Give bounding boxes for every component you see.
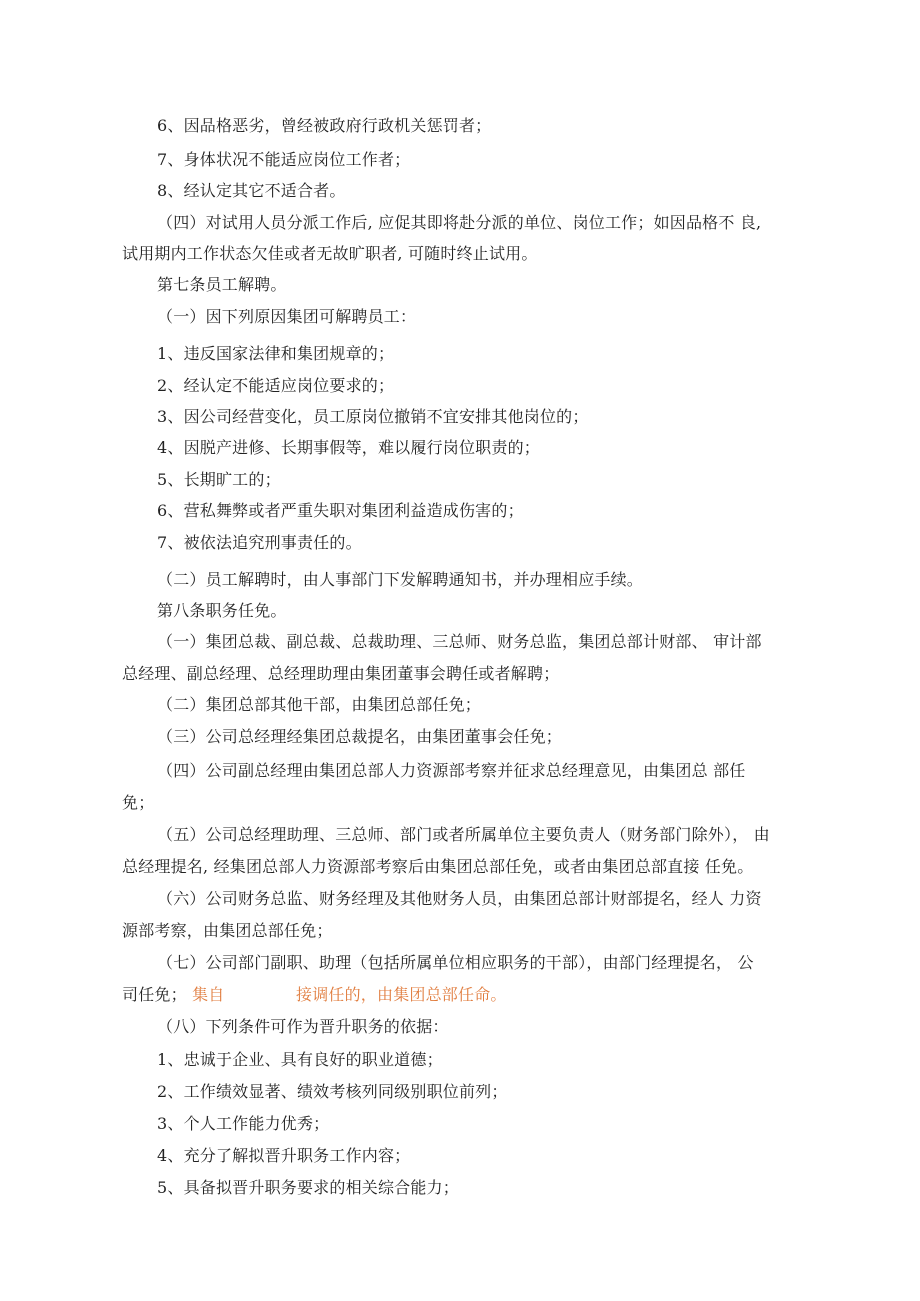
line-item: 8、经认定其它不适合者。 <box>157 181 346 200</box>
paragraph-line: 免； <box>122 793 155 812</box>
paragraph-line <box>122 985 225 1005</box>
line-item: 1、忠诚于企业、具有良好的职业道德； <box>157 1050 443 1069</box>
subsection-heading: （一）因下列原因集团可解聘员工： <box>157 307 417 326</box>
line-item: 1、违反国家法律和集团规章的； <box>157 344 395 363</box>
line-item: 2、工作绩效显著、绩效考核列同级别职位前列； <box>157 1082 508 1101</box>
paragraph-line: 总经理、副总经理、总经理助理由集团董事会聘任或者解聘； <box>122 664 560 683</box>
line-item: 4、充分了解拟晋升职务工作内容； <box>157 1146 411 1165</box>
line-item: 7、身体状况不能适应岗位工作者； <box>157 150 411 169</box>
line-item: 6、营私舞弊或者严重失职对集团利益造成伤害的； <box>157 501 524 520</box>
paragraph-line: （二）员工解聘时，由人事部门下发解聘通知书，并办理相应手续。 <box>157 570 644 589</box>
section-heading: 第七条员工解聘。 <box>157 275 287 294</box>
highlighted-text: 集自 <box>192 985 225 1004</box>
highlighted-text: 接调任的，由集团总部任命。 <box>296 985 507 1004</box>
line-item: 5、长期旷工的； <box>157 470 281 489</box>
paragraph-line: 源部考察，由集团总部任免； <box>122 921 333 940</box>
line-item: 6、因品格恶劣，曾经被政府行政机关惩罚者； <box>157 116 492 135</box>
paragraph-line: （四）公司副总经理由集团总部人力资源部考察并征求总经理意见，由集团总 部任 <box>157 761 746 780</box>
paragraph-line: （四）对试用人员分派工作后, 应促其即将赴分派的单位、岗位工作；如因品格不 良, <box>157 213 762 232</box>
line-item: 3、个人工作能力优秀； <box>157 1114 330 1133</box>
line-item: 2、经认定不能适应岗位要求的； <box>157 376 395 395</box>
paragraph-line: 总经理提名, 经集团总部人力资源部考察后由集团总部任免，或者由集团总部直接 任免。 <box>122 857 754 876</box>
line-item: 3、因公司经营变化，员工原岗位撤销不宜安排其他岗位的； <box>157 407 589 426</box>
line-item: 5、具备拟晋升职务要求的相关综合能力； <box>157 1178 459 1197</box>
line-item: 7、被依法追究刑事责任的。 <box>157 533 362 552</box>
paragraph-line: 试用期内工作状态欠佳或者无故旷职者, 可随时终止试用。 <box>122 244 538 263</box>
paragraph-line: （五）公司总经理助理、三总师、部门或者所属单位主要负责人（财务部门除外）， 由 <box>157 825 770 844</box>
paragraph-line: （一）集团总裁、副总裁、总裁助理、三总师、财务总监，集团总部计财部、 审计部 <box>157 632 762 651</box>
paragraph-line: （七）公司部门副职、助理（包括所属单位相应职务的干部），由部门经理提名， 公 <box>157 953 754 972</box>
paragraph-line: （三）公司总经理经集团总裁提名，由集团董事会任免； <box>157 727 563 746</box>
section-heading: 第八条职务任免。 <box>157 601 287 620</box>
paragraph-line: （六）公司财务总监、财务经理及其他财务人员，由集团总部计财部提名，经人 力资 <box>157 889 762 908</box>
paragraph-text: 司任免； <box>122 985 187 1004</box>
paragraph-line: （二）集团总部其他干部，由集团总部任免； <box>157 695 482 714</box>
line-item: 4、因脱产进修、长期事假等，难以履行岗位职责的； <box>157 438 540 457</box>
subsection-heading: （八）下列条件可作为晋升职务的依据： <box>157 1017 449 1036</box>
